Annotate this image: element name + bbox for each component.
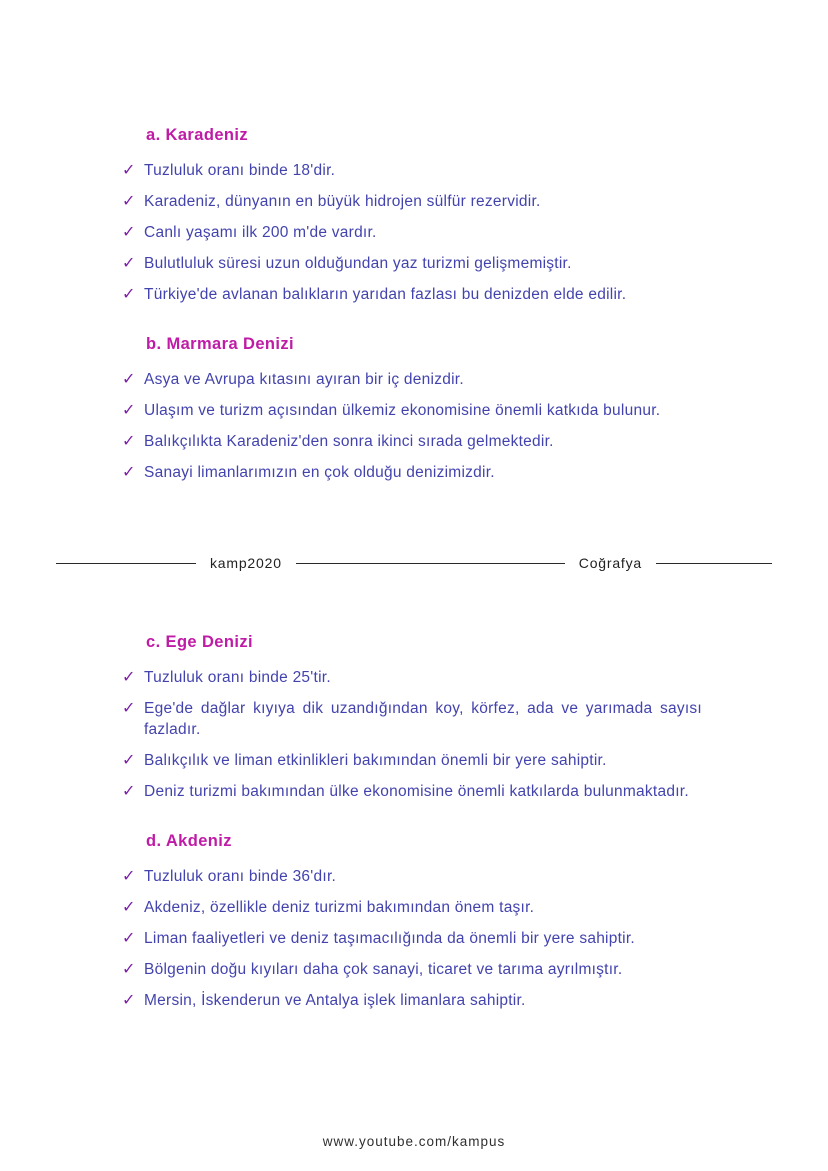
check-icon: ✓ <box>122 255 136 272</box>
check-icon: ✓ <box>122 286 136 303</box>
check-icon: ✓ <box>122 402 136 419</box>
list-item-text: Deniz turizmi bakımından ülke ekonomisine önemli katkılarda bulunmaktadır. <box>144 783 689 800</box>
list-item <box>122 431 702 452</box>
check-icon: ✓ <box>122 992 136 1009</box>
ege-list <box>122 667 702 802</box>
list-item <box>122 400 702 421</box>
list-item-text: Bulutluluk süresi uzun olduğundan yaz turizmi gelişmemiştir. <box>144 255 572 272</box>
list-item <box>122 990 702 1011</box>
list-item-text: Tuzluluk oranı binde 25'tir. <box>144 669 331 686</box>
list-item <box>122 369 702 390</box>
check-icon: ✓ <box>122 783 136 800</box>
check-icon: ✓ <box>122 700 136 717</box>
list-item <box>122 253 702 274</box>
check-icon: ✓ <box>122 371 136 388</box>
section-title-akdeniz: d. Akdeniz <box>146 832 232 850</box>
akdeniz-list <box>122 866 702 1011</box>
divider-line <box>656 563 772 564</box>
check-icon: ✓ <box>122 193 136 210</box>
check-icon: ✓ <box>122 162 136 179</box>
section-ege <box>122 633 702 802</box>
list-item <box>122 781 702 802</box>
list-item-text: Liman faaliyetleri ve deniz taşımacılığında da önemli bir yere sahiptir. <box>144 930 635 947</box>
list-item-text: Türkiye'de avlanan balıkların yarıdan fazlası bu denizden elde edilir. <box>144 286 627 303</box>
check-icon: ✓ <box>122 752 136 769</box>
divider-line <box>296 563 565 564</box>
divider-line <box>56 563 196 564</box>
list-item <box>122 897 702 918</box>
check-icon: ✓ <box>122 669 136 686</box>
list-item-text: Bölgenin doğu kıyıları daha çok sanayi, ticaret ve tarıma ayrılmıştır. <box>144 961 623 978</box>
check-icon: ✓ <box>122 930 136 947</box>
section-karadeniz <box>122 126 702 305</box>
list-item-text: Tuzluluk oranı binde 36'dır. <box>144 868 337 885</box>
marmara-list <box>122 369 702 483</box>
divider-left-label: kamp2020 <box>210 555 282 571</box>
list-item <box>122 284 702 305</box>
check-icon: ✓ <box>122 224 136 241</box>
divider-right-label: Coğrafya <box>578 555 642 571</box>
check-icon: ✓ <box>122 868 136 885</box>
check-icon: ✓ <box>122 464 136 481</box>
check-icon: ✓ <box>122 899 136 916</box>
list-item <box>122 698 702 740</box>
list-item-text: Ulaşım ve turizm açısından ülkemiz ekonomisine önemli katkıda bulunur. <box>144 402 661 419</box>
section-title-karadeniz: a. Karadeniz <box>146 126 249 144</box>
list-item <box>122 462 702 483</box>
check-icon: ✓ <box>122 433 136 450</box>
list-item-text: Ege'de dağlar kıyıya dik uzandığından koy, körfez, ada ve yarımada sayısı fazladır. <box>144 700 702 738</box>
list-item-text: Sanayi limanlarımızın en çok olduğu denizimizdir. <box>144 464 495 481</box>
list-item <box>122 160 702 181</box>
list-item-text: Karadeniz, dünyanın en büyük hidrojen sülfür rezervidir. <box>144 193 541 210</box>
check-icon: ✓ <box>122 961 136 978</box>
section-title-marmara: b. Marmara Denizi <box>146 335 295 353</box>
list-item-text: Akdeniz, özellikle deniz turizmi bakımından önem taşır. <box>144 899 535 916</box>
page-bottom-content <box>0 633 828 1011</box>
karadeniz-list <box>122 160 702 305</box>
list-item-text: Mersin, İskenderun ve Antalya işlek limanlara sahiptir. <box>144 992 526 1009</box>
list-item-text: Tuzluluk oranı binde 18'dir. <box>144 162 336 179</box>
list-item-text: Asya ve Avrupa kıtasını ayıran bir iç denizdir. <box>144 371 464 388</box>
page-top-content <box>0 126 828 483</box>
list-item-text: Balıkçılık ve liman etkinlikleri bakımından önemli bir yere sahiptir. <box>144 752 607 769</box>
list-item <box>122 866 702 887</box>
list-item-text: Canlı yaşamı ilk 200 m'de vardır. <box>144 224 377 241</box>
list-item <box>122 222 702 243</box>
list-item <box>122 191 702 212</box>
list-item <box>122 667 702 688</box>
list-item <box>122 959 702 980</box>
section-marmara <box>122 335 702 483</box>
section-title-ege: c. Ege Denizi <box>146 633 253 651</box>
section-akdeniz <box>122 832 702 1011</box>
list-item <box>122 750 702 771</box>
footer-url: www.youtube.com/kampus <box>322 1134 506 1149</box>
list-item <box>122 928 702 949</box>
list-item-text: Balıkçılıkta Karadeniz'den sonra ikinci sırada gelmektedir. <box>144 433 554 450</box>
page-divider <box>56 555 772 571</box>
